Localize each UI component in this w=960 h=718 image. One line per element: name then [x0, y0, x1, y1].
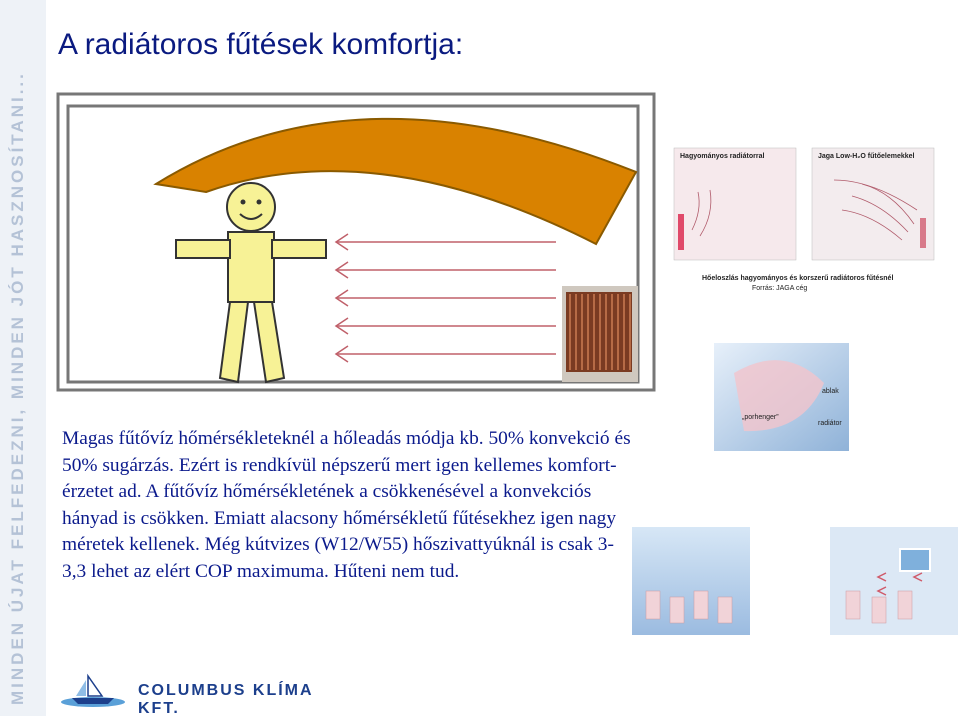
- person-left-arm: [176, 240, 230, 258]
- page-title: A radiátoros fűtések komfortja:: [58, 28, 464, 61]
- person-right-leg: [254, 302, 284, 382]
- room-diagram: [56, 92, 656, 392]
- sidebar-slogan-strip: [0, 0, 46, 716]
- person-figure: [176, 183, 326, 382]
- radiator-label: radiátor: [818, 420, 842, 427]
- person-head: [227, 183, 275, 231]
- company-name: COLUMBUS KLÍMA KFT.: [138, 682, 313, 717]
- figure-source: Forrás: JAGA cég: [752, 285, 808, 292]
- warm-air-arc: [156, 119, 636, 244]
- panel-left-label: Hagyományos radiátorral: [680, 153, 765, 160]
- roller-label: „porhenger”: [742, 414, 779, 421]
- dust-roller-figure: [714, 343, 849, 451]
- window-label: ablak: [822, 388, 839, 395]
- panel-right-label: Jaga Low-H₂O fűtőelemekkel: [818, 153, 915, 160]
- radiator-photo: [562, 286, 638, 382]
- person-left-leg: [220, 302, 248, 382]
- room-air-figure-left: [632, 527, 750, 635]
- sidebar-slogan: MINDEN ÚJAT FELFEDEZNI, MINDEN JÓT HASZNOSÍTANI...: [8, 71, 27, 705]
- body-paragraph: Magas fűtővíz hőmérsékleteknél a hőleadás módja kb. 50% konvekció és 50% sugárzás. Ezért is rendkívül népszerű mert igen kellemes komfort-érzetet ad. A fűtővíz hőmérsékletének a csökkenésével a konvekciós hányad is csökken. Emiatt alacsony hőmérsékletű fűtésekhez igen nagy méretek kellenek. Még kútvizes (W12/W55) hőszivattyúknál is csak 3-3,3 lehet az elért COP maximuma. Hűteni nem tud.: [62, 428, 631, 582]
- company-logo: [58, 672, 358, 717]
- person-torso: [228, 232, 274, 302]
- room-air-figure-right: [830, 527, 958, 635]
- radiation-arrows: [336, 234, 556, 362]
- person-right-arm: [272, 240, 326, 258]
- ship-logo-icon: [58, 672, 128, 708]
- heat-distribution-figure: [662, 140, 944, 310]
- figure-caption: Hőeloszlás hagyományos és korszerű radiátoros fűtésnél: [702, 275, 894, 282]
